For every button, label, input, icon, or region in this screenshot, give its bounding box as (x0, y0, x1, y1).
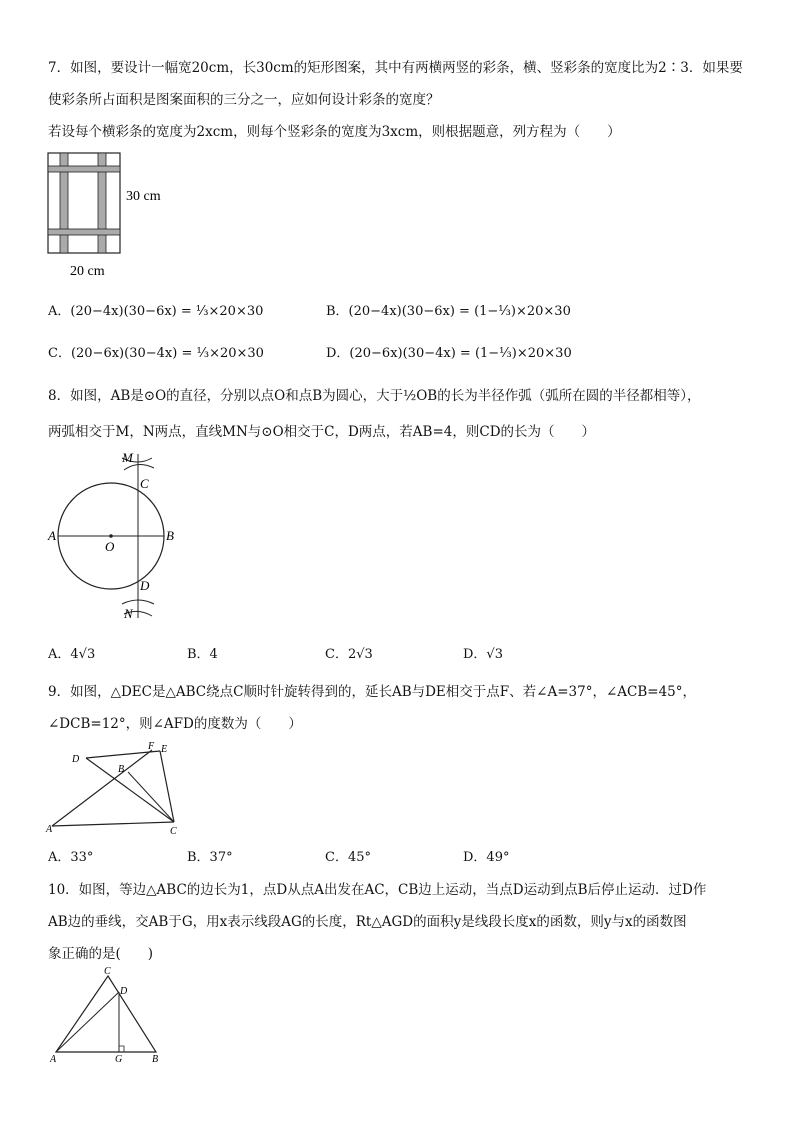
q8-label-n: N (124, 606, 133, 621)
q8-label-m: M (122, 450, 133, 465)
q7-choice-c[interactable]: C．(20−6x)(30−4x) = ⅓×20×30 (48, 346, 264, 361)
q10-figure (46, 964, 176, 1074)
q8-figure (40, 448, 190, 624)
q8-choice-d[interactable]: D．√3 (463, 647, 503, 662)
q7-line1: 7．如图，要设计一幅宽20cm，长30cm的矩形图案，其中有两横两竖的彩条，横、竖彩条的宽度比为2∶3．如果要 (48, 60, 743, 76)
q10-label-d: D (120, 986, 128, 997)
q9-label-e: E (161, 744, 168, 755)
q7-line2: 使彩条所占面积是图案面积的三分之一，应如何设计彩条的宽度？ (48, 92, 440, 108)
q8-line1: 8．如图，AB是⊙O的直径，分别以点O和点B为圆心，大于½OB的长为半径作弧（弧所在圆的半径都相等）， (48, 388, 701, 404)
q8-choice-c[interactable]: C．2√3 (325, 647, 373, 662)
q8-label-c: C (140, 476, 149, 491)
q9-choice-a[interactable]: A．33° (48, 850, 94, 865)
q9-choice-c[interactable]: C．45° (325, 850, 371, 865)
q7-choice-d[interactable]: D．(20−6x)(30−4x) = (1−⅓)×20×30 (326, 346, 572, 361)
q9-choice-b[interactable]: B．37° (187, 850, 233, 865)
q10-line3: 象正确的是( ) (48, 946, 154, 962)
q10-line2: AB边的垂线，交AB于G，用x表示线段AG的长度，Rt△AGD的面积y是线段长度x的函数，则y与x的函数图 (48, 914, 687, 930)
q7-choice-b[interactable]: B．(20−4x)(30−6x) = (1−⅓)×20×30 (326, 304, 571, 319)
q10-label-c: C (104, 966, 111, 977)
q9-choice-d[interactable]: D．49° (463, 850, 510, 865)
q8-label-a: A (48, 528, 56, 543)
q10-label-b: B (152, 1054, 159, 1065)
q9-line2: ∠DCB=12°，则∠AFD的度数为（ ） (48, 716, 302, 732)
q9-label-b: B (118, 764, 125, 775)
q7-label-height: 30 cm (126, 189, 161, 204)
q8-label-d: D (140, 578, 150, 593)
q10-label-a: A (50, 1054, 57, 1065)
q9-line1: 9．如图，△DEC是△ABC绕点C顺时针旋转得到的，延长AB与DE相交于点F、若∠A=37°，∠ACB=45°， (48, 684, 697, 700)
q9-figure (46, 738, 196, 838)
q9-label-c: C (170, 826, 177, 837)
q8-line2: 两弧相交于M，N两点，直线MN与⊙O相交于C，D两点，若AB=4，则CD的长为（ ） (48, 424, 596, 440)
q8-label-o: O (105, 539, 115, 554)
q7-figure (40, 145, 180, 285)
q9-label-d: D (72, 754, 80, 765)
q7-line3: 若设每个横彩条的宽度为2xcm，则每个竖彩条的宽度为3xcm，则根据题意，列方程为（ ） (48, 124, 621, 140)
q10-line1: 10．如图，等边△ABC的边长为1，点D从点A出发在AC，CB边上运动，当点D运动到点B后停止运动．过D作 (48, 882, 707, 898)
q9-label-f: F (148, 741, 155, 752)
q8-label-b: B (166, 528, 174, 543)
q8-choice-b[interactable]: B．4 (187, 647, 218, 662)
q7-choice-a[interactable]: A．(20−4x)(30−6x) = ⅓×20×30 (48, 304, 264, 319)
q9-label-a: A (46, 824, 53, 835)
q8-choice-a[interactable]: A．4√3 (48, 647, 96, 662)
q10-label-g: G (115, 1054, 123, 1065)
q7-label-width: 20 cm (70, 264, 105, 279)
